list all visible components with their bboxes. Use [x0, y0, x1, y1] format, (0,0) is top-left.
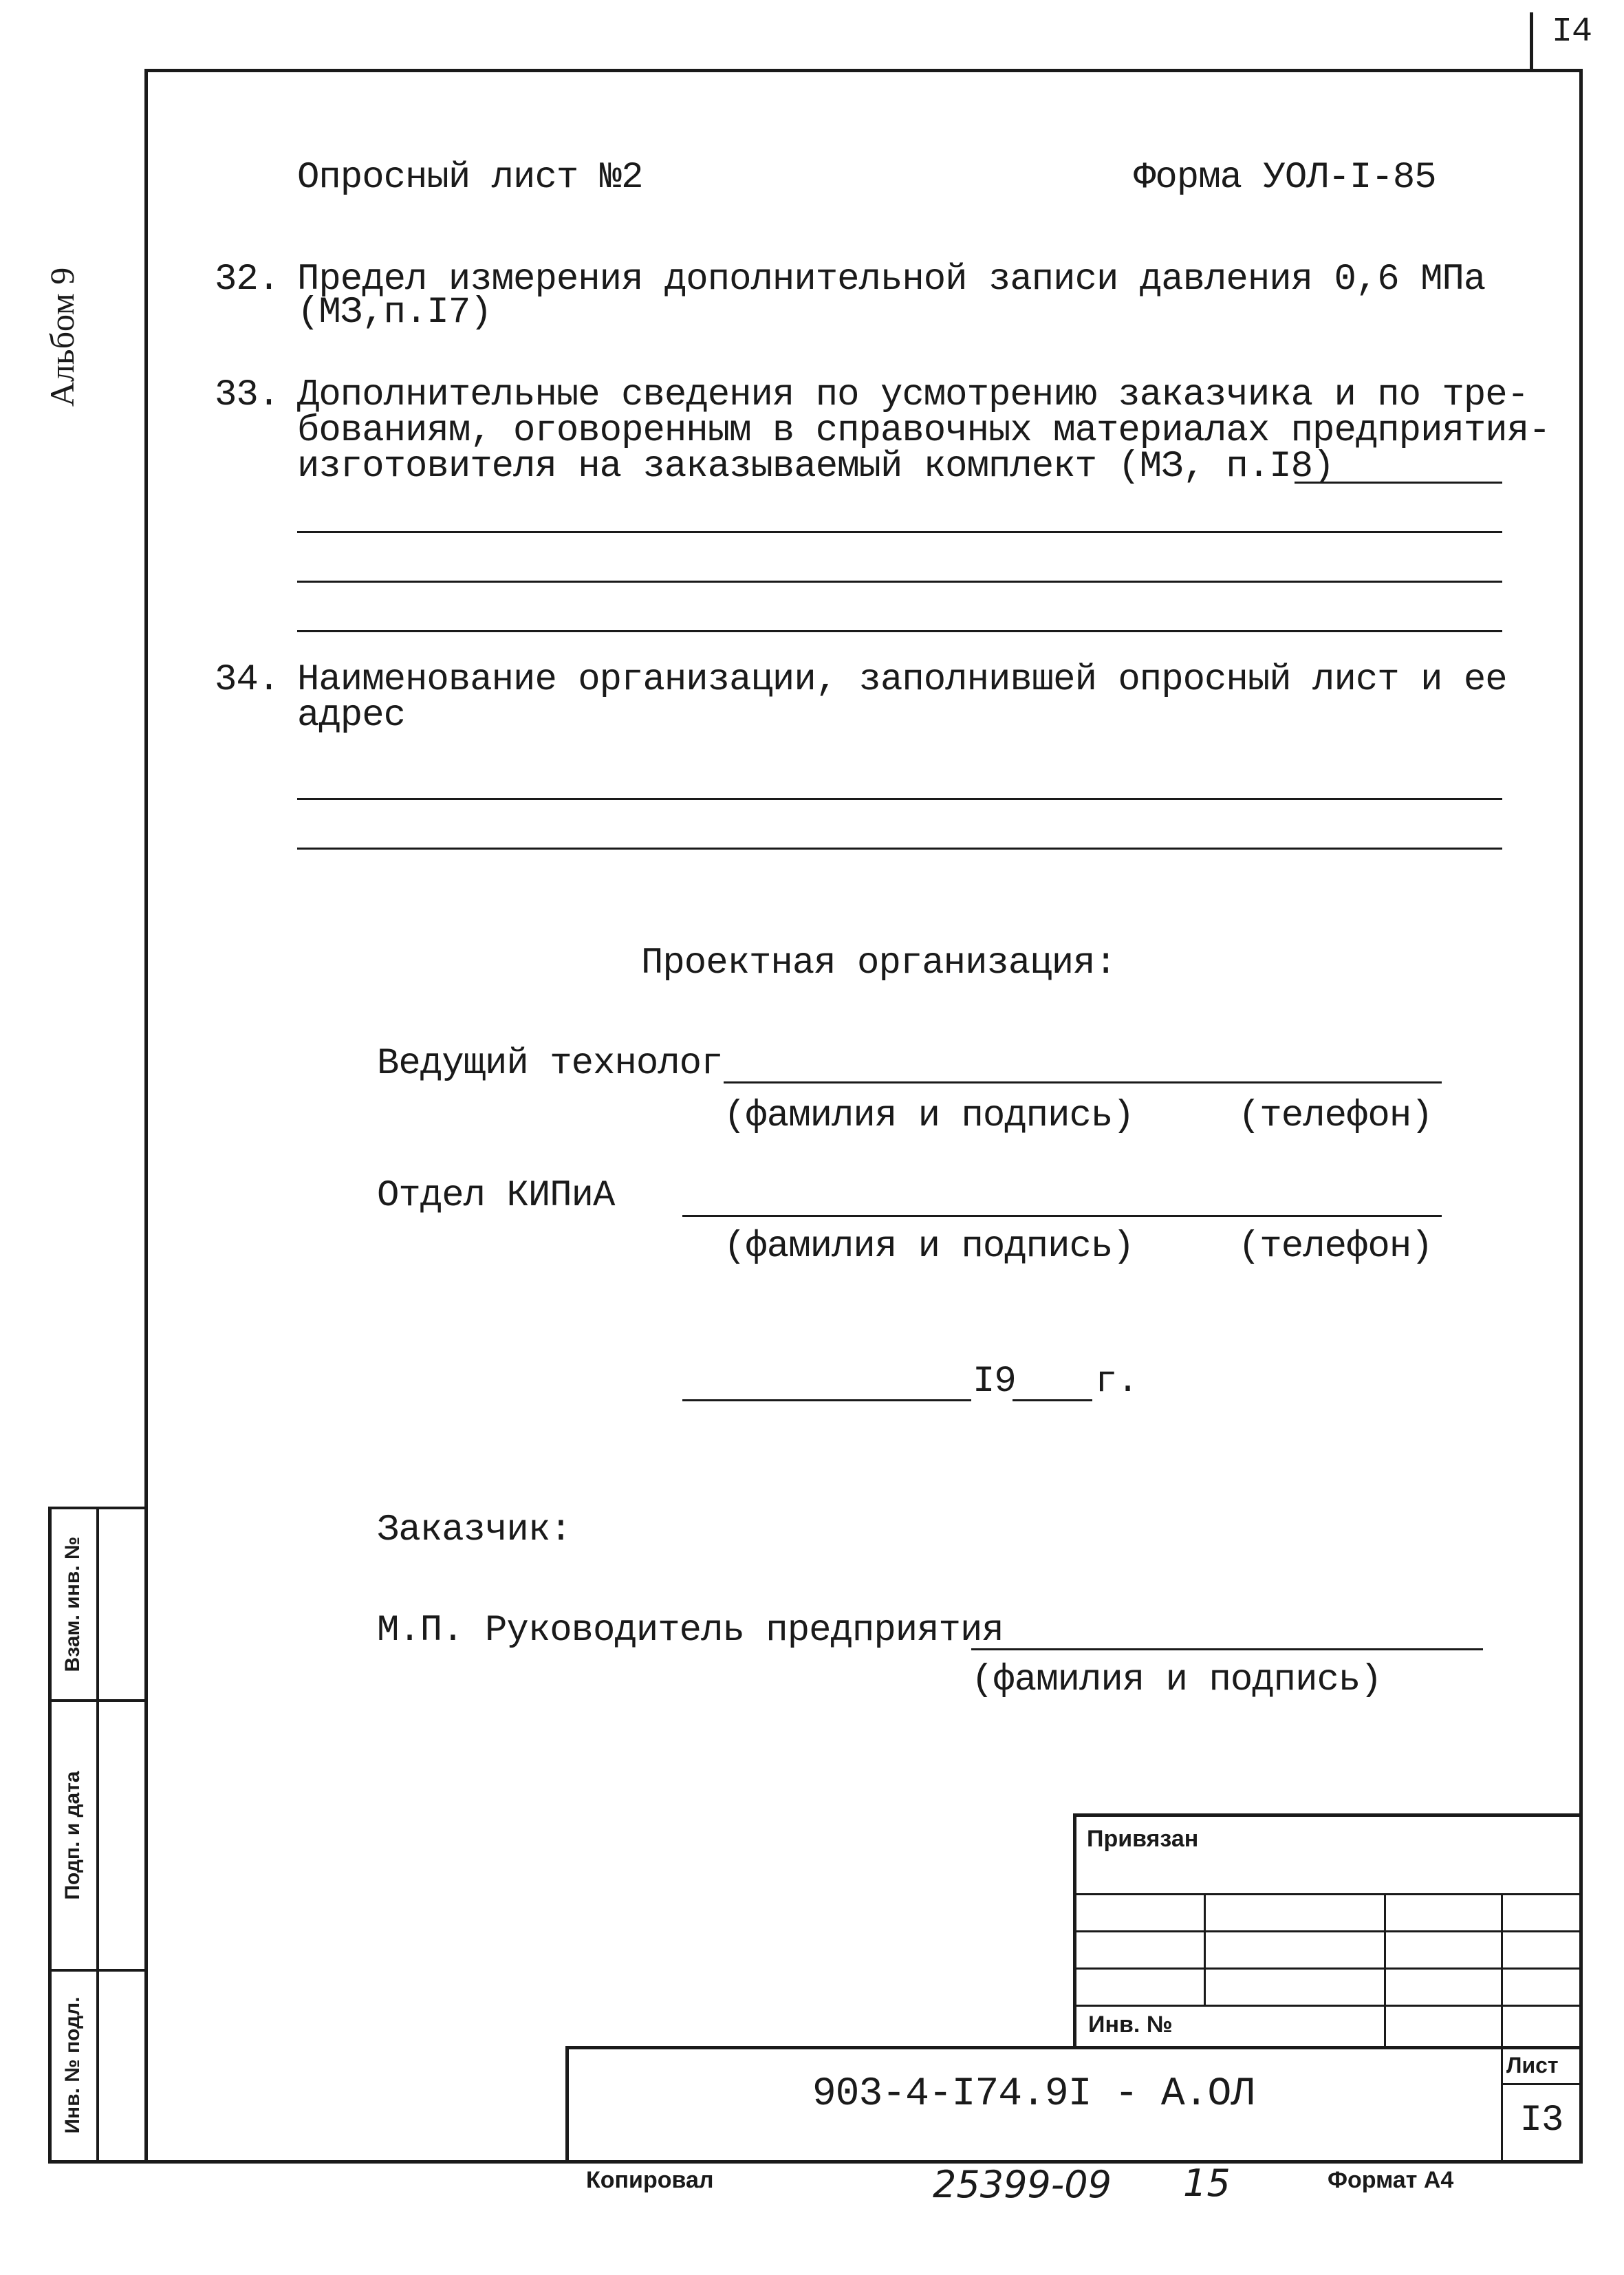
customer-heading: Заказчик: [377, 1509, 572, 1551]
frame-left [144, 69, 148, 2161]
item-32-line-1: Предел измерения дополнительной записи давления 0,6 МПа [297, 259, 1486, 301]
side-column-mid [96, 1507, 99, 2162]
page-number: I4 [1552, 12, 1592, 52]
stamp-row-4 [1073, 2005, 1582, 2007]
stamp-col-1 [1204, 1893, 1206, 2005]
form-code: Форма УОЛ-I-85 [1134, 157, 1436, 199]
stamp-row-3 [1073, 1967, 1582, 1970]
date-day-line [682, 1399, 971, 1401]
item-34-blank-2 [297, 848, 1502, 850]
lead-tech-line [724, 1081, 1442, 1083]
form-title: Опросный лист №2 [297, 157, 643, 199]
frame-bottom [48, 2160, 1583, 2164]
kip-line [682, 1215, 1442, 1217]
item-33-blank-3 [297, 581, 1502, 583]
stamp-col-2 [1384, 1893, 1386, 2046]
customer-sign-hint: (фамилия и подпись) [971, 1659, 1382, 1701]
item-34-line-2: адрес [297, 695, 406, 737]
kip-label: Отдел КИПиА [377, 1175, 615, 1217]
item-33-blank-4 [297, 630, 1502, 632]
item-33-line-2: бованиям, оговоренным в справочных материалах предприятия- [297, 410, 1550, 452]
item-33-blank-1 [1295, 482, 1502, 484]
item-33-line-3: изготовителя на заказываемый комплект (МЗ, п.I8) [297, 446, 1334, 488]
date-year-line [1013, 1399, 1092, 1401]
lead-tech-sign-hint: (фамилия и подпись) [724, 1095, 1134, 1137]
lead-tech-phone-hint: (телефон) [1238, 1095, 1433, 1137]
format-label: Формат А4 [1328, 2167, 1454, 2193]
doc-code-top [565, 2046, 1582, 2049]
page-number-tick [1530, 12, 1533, 69]
copied-label: Копировал [586, 2167, 714, 2193]
sheet-label: Лист [1506, 2053, 1559, 2078]
stamp-top-edge [1073, 1813, 1582, 1817]
bound-label: Привязан [1087, 1826, 1199, 1852]
replace-inv-label: Взам. инв. № [61, 1536, 84, 1672]
orig-inv-label: Инв. № подл. [61, 1996, 84, 2134]
item-33-number: 33. [215, 374, 280, 416]
item-34-blank-1 [297, 798, 1502, 800]
customer-sign-line [971, 1648, 1483, 1650]
kip-phone-hint: (телефон) [1238, 1226, 1433, 1268]
item-33-line-1: Дополнительные сведения по усмотрению заказчика и по тре- [297, 374, 1529, 416]
customer-head-label: М.П. Руководитель предприятия [377, 1610, 1004, 1652]
item-32-number: 32. [215, 259, 280, 301]
doc-code: 903-4-I74.9I - А.ОЛ [812, 2072, 1255, 2117]
item-34-number: 34. [215, 659, 280, 701]
item-34-line-1: Наименование организации, заполнившей опросный лист и ее [297, 659, 1507, 701]
lead-tech-label: Ведущий технолог [377, 1043, 723, 1085]
stamp-left-edge [1073, 1813, 1076, 2046]
sign-date-label: Подп. и дата [61, 1771, 84, 1900]
album-label: Альбом 9 [43, 267, 81, 407]
date-year-prefix: I9 [973, 1361, 1016, 1403]
stamp-row-2 [1073, 1930, 1582, 1932]
handwritten-number: 15 [1183, 2161, 1231, 2205]
inv-label: Инв. № [1088, 2012, 1173, 2038]
sheet-divider [1501, 2083, 1582, 2085]
kip-sign-hint: (фамилия и подпись) [724, 1226, 1134, 1268]
frame-right [1579, 69, 1583, 2161]
item-33-blank-2 [297, 531, 1502, 533]
date-year-suffix: г. [1095, 1361, 1138, 1403]
design-org-heading: Проектная организация: [641, 942, 1116, 984]
frame-top [144, 69, 1582, 72]
handwritten-code: 25399-09 [933, 2163, 1112, 2206]
stamp-row-1 [1073, 1893, 1582, 1895]
sheet-number: I3 [1519, 2100, 1563, 2142]
item-32-line-2: (МЗ,п.I7) [297, 292, 492, 334]
